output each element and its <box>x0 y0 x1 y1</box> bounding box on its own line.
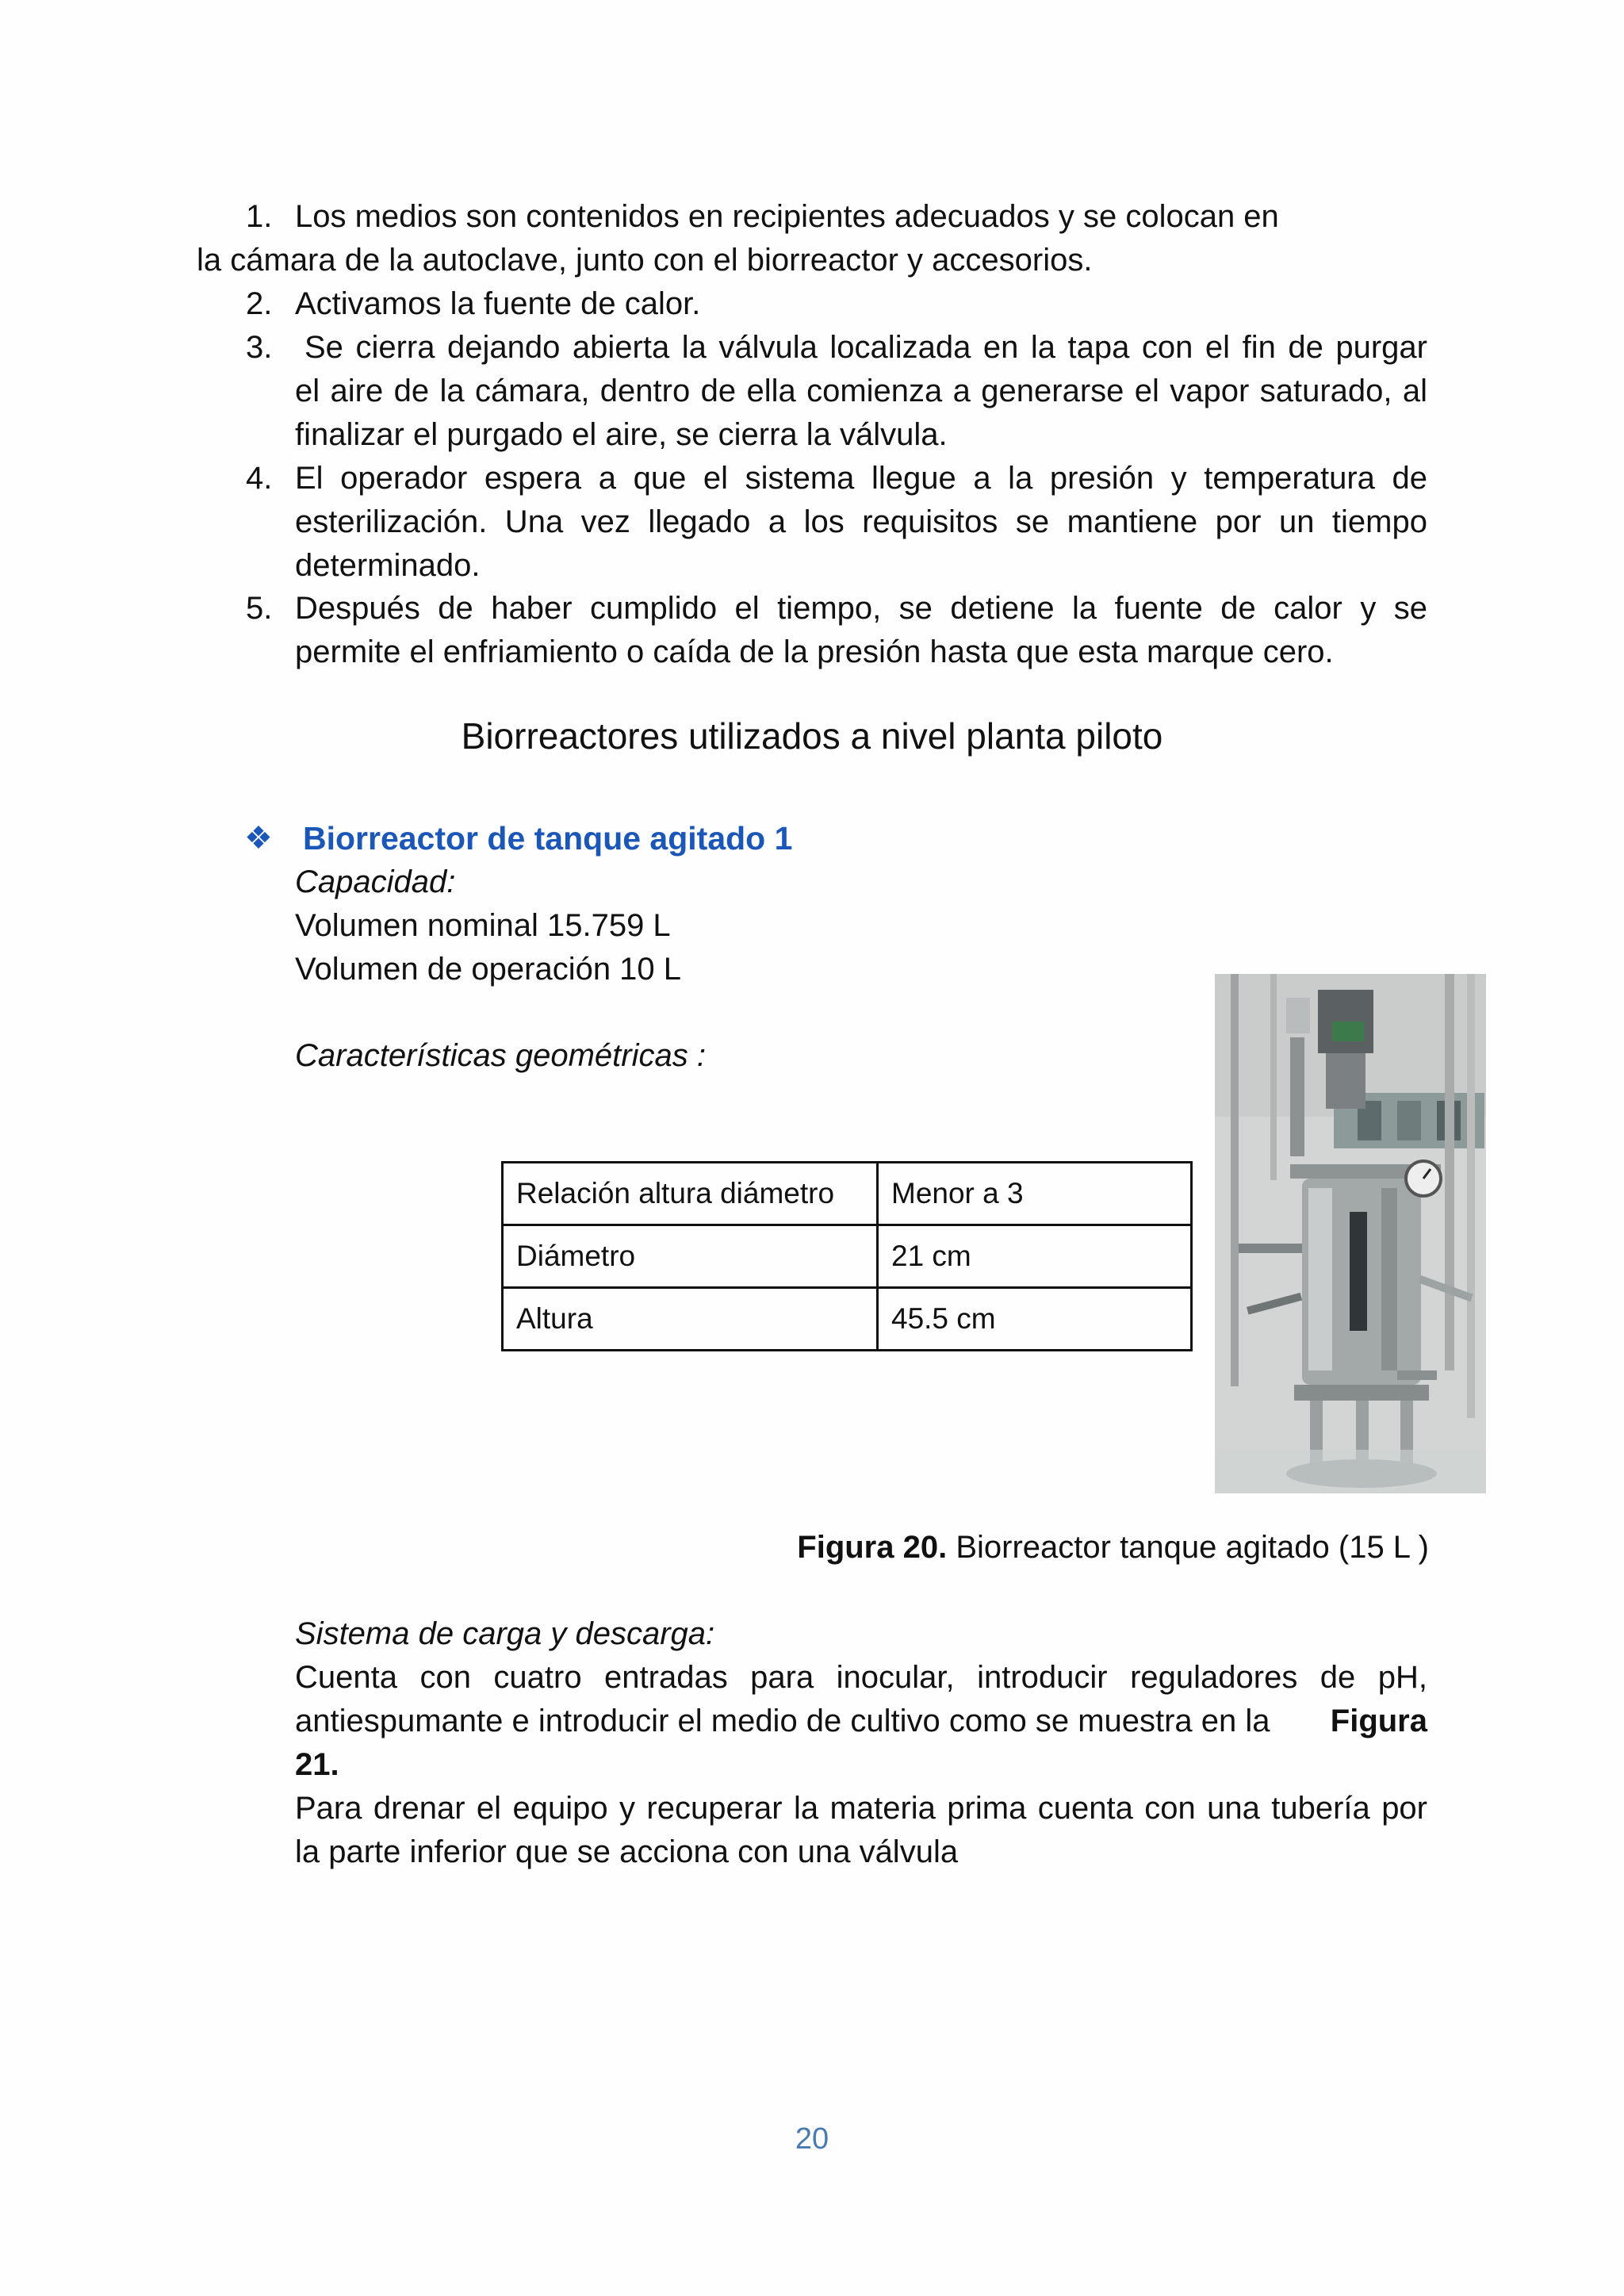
figure-reference: Figura <box>1330 1704 1427 1738</box>
step-number: 1. <box>246 199 273 234</box>
diamond-bullet-icon: ❖ <box>244 821 273 856</box>
step-number: 5. <box>246 591 273 626</box>
step-number: 3. <box>246 330 273 365</box>
step-number: 2. <box>246 286 273 321</box>
step-number: 4. <box>246 461 273 496</box>
step-line: finalizar el purgado el aire, se cierra la válvula. <box>295 417 948 452</box>
page-number: 20 <box>795 2122 829 2156</box>
drain-line: la parte inferior que se acciona con una válvula <box>295 1834 959 1869</box>
table-cell: Altura <box>503 1288 878 1351</box>
figure-caption <box>776 1526 1429 1569</box>
step-line: Después de haber cumplido el tiempo, se detiene la fuente de calor y se <box>295 591 1427 626</box>
table-row <box>503 1225 1192 1288</box>
figure-reference-number: 21. <box>295 1747 339 1782</box>
bioreactor-title: Biorreactor de tanque agitado 1 <box>303 820 793 857</box>
step-line: determinado. <box>295 548 481 583</box>
loading-line: Cuenta con cuatro entradas para inocular, introducir reguladores de pH, <box>295 1660 1427 1695</box>
bioreactor-photo <box>1215 974 1486 1493</box>
step-line: el aire de la cámara, dentro de ella comienza a generarse el vapor saturado, al <box>295 374 1427 408</box>
nominal-volume: Volumen nominal 15.759 L <box>295 908 671 943</box>
table-cell: 21 cm <box>878 1225 1192 1288</box>
drain-line: Para drenar el equipo y recuperar la materia prima cuenta con una tubería por <box>295 1791 1427 1826</box>
geometry-label: Características geométricas : <box>295 1038 706 1073</box>
geometry-table <box>501 1161 1193 1351</box>
step-line: Se cierra dejando abierta la válvula localizada en la tapa con el fin de purgar <box>304 330 1427 365</box>
table-row <box>503 1288 1192 1351</box>
step-line: El operador espera a que el sistema llegue a la presión y temperatura de <box>295 461 1427 496</box>
loading-line: antiespumante e introducir el medio de cultivo como se muestra en la <box>295 1704 1270 1738</box>
loading-line-with-ref <box>295 1700 1427 1742</box>
loading-label: Sistema de carga y descarga: <box>295 1616 715 1651</box>
figure-caption-text: Biorreactor tanque agitado (15 L ) <box>947 1530 1429 1565</box>
step-line: esterilización. Una vez llegado a los requisitos se mantiene por un tiempo <box>295 504 1427 539</box>
table-cell: Diámetro <box>503 1225 878 1288</box>
table-cell: 45.5 cm <box>878 1288 1192 1351</box>
table-row <box>503 1163 1192 1225</box>
figure-caption-label: Figura 20. <box>797 1530 948 1565</box>
table-cell: Menor a 3 <box>878 1163 1192 1225</box>
operating-volume: Volumen de operación 10 L <box>295 952 682 987</box>
step-line: Los medios son contenidos en recipientes adecuados y se colocan en <box>295 199 1279 234</box>
table-cell: Relación altura diámetro <box>503 1163 878 1225</box>
section-heading: Biorreactores utilizados a nivel planta piloto <box>461 715 1163 757</box>
step-line: la cámara de la autoclave, junto con el biorreactor y accesorios. <box>197 243 1093 278</box>
step-line: Activamos la fuente de calor. <box>295 286 701 321</box>
capacity-label: Capacidad: <box>295 864 456 899</box>
step-line: permite el enfriamiento o caída de la presión hasta que esta marque cero. <box>295 634 1334 669</box>
